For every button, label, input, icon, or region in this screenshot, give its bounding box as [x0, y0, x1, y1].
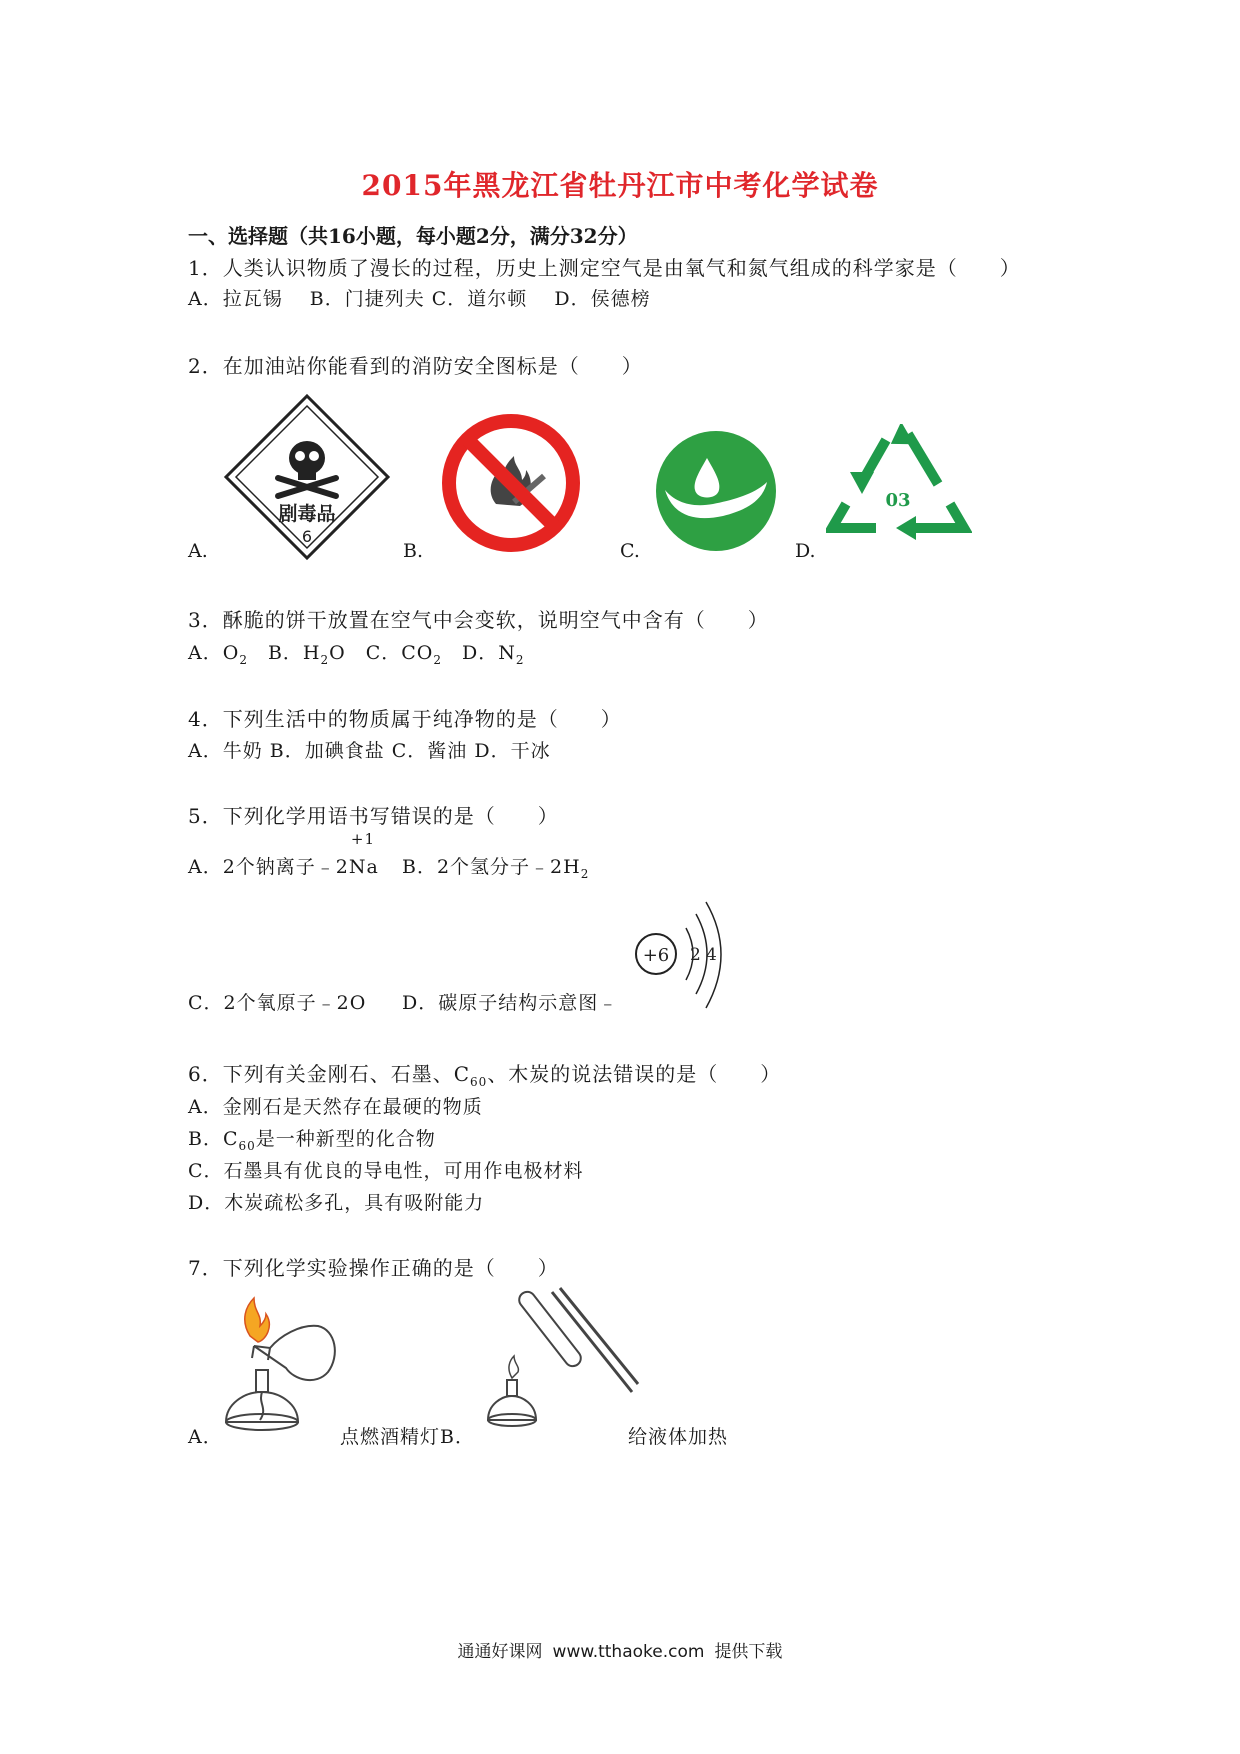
question-7-option-a-caption: 点燃酒精灯B．	[340, 1426, 475, 1448]
question-2-stem: 2．在加油站你能看到的消防安全图标是（ ）	[188, 354, 643, 378]
question-5-option-c: C．2个氧原子﹣2O	[188, 992, 367, 1014]
footer	[0, 1637, 1240, 1662]
recycle-sign-number: 03	[885, 490, 911, 511]
option-b-label: B.	[403, 540, 424, 562]
toxic-sign-icon	[222, 392, 392, 562]
no-fire-sign-icon	[440, 412, 582, 554]
alcohol-lamp-lighting-icon	[220, 1296, 344, 1440]
toxic-sign-text: 剧毒品	[278, 503, 336, 525]
option-a-label: A.	[188, 540, 208, 562]
liquid-heating-icon	[482, 1280, 642, 1440]
question-3-options: A．$O_2$ B．$H_2O$ C．$CO_2$ D．$N_2$	[188, 642, 525, 667]
question-1-stem: 1．人类认识物质了漫长的过程，历史上测定空气是由氧气和氮气组成的科学家是（ ）	[188, 256, 1021, 280]
question-6-option-d: D．木炭疏松多孔，具有吸附能力	[188, 1192, 485, 1214]
option-d-label: D.	[795, 540, 816, 562]
question-6-option-b: B．$C_{60}$是一种新型的化合物	[188, 1128, 436, 1153]
question-7-stem: 7．下列化学实验操作正确的是（ ）	[188, 1256, 559, 1280]
question-1-options: A．拉瓦锡 B．门捷列夫 C．道尔顿 D．侯德榜	[188, 288, 651, 310]
footer-tail: 提供下载	[714, 1642, 783, 1662]
carbon-atom-diagram	[628, 898, 738, 1016]
question-5-option-a: A．2个钠离子﹣2 +1 Na	[188, 830, 379, 878]
charge-label: +1	[350, 830, 376, 848]
question-6-option-c: C．石墨具有优良的导电性，可用作电极材料	[188, 1160, 584, 1182]
question-4-stem: 4．下列生活中的物质属于纯净物的是（ ）	[188, 707, 622, 731]
question-6-option-a: A．金刚石是天然存在最硬的物质	[188, 1096, 483, 1118]
shell-2-count: 4	[706, 945, 717, 965]
water-sign-icon	[655, 430, 777, 552]
question-5-option-b: B．2个氢分子$﹣2H_2$	[402, 856, 590, 881]
toxic-sign-number: 6	[301, 527, 313, 546]
option-a-label: A．	[188, 1426, 223, 1448]
question-5-stem: 5．下列化学用语书写错误的是（ ）	[188, 804, 559, 828]
recycle-sign-icon	[826, 424, 972, 554]
footer-site: 通通好课网	[457, 1642, 543, 1662]
question-4-options: A．牛奶 B．加碘食盐 C．酱油 D．干冰	[188, 740, 551, 762]
question-3-stem: 3．酥脆的饼干放置在空气中会变软，说明空气中含有（ ）	[188, 608, 769, 632]
shell-1-count: 2	[690, 945, 701, 965]
section-heading: 一、选择题（共16小题，每小题2分，满分32分）	[188, 224, 638, 248]
nucleus-label: +6	[642, 945, 670, 966]
question-5-option-d: D．碳原子结构示意图﹣	[402, 992, 619, 1014]
question-7-option-b-caption: 给液体加热	[628, 1426, 729, 1448]
option-c-label: C.	[620, 540, 640, 562]
footer-url[interactable]: www.tthaoke.com	[552, 1642, 705, 1662]
question-6-stem: 6．下列有关金刚石、石墨、$C_{60}$、木炭的说法错误的是（ ）	[188, 1062, 782, 1089]
page-title: 2015年黑龙江省牡丹江市中考化学试卷	[361, 169, 879, 202]
